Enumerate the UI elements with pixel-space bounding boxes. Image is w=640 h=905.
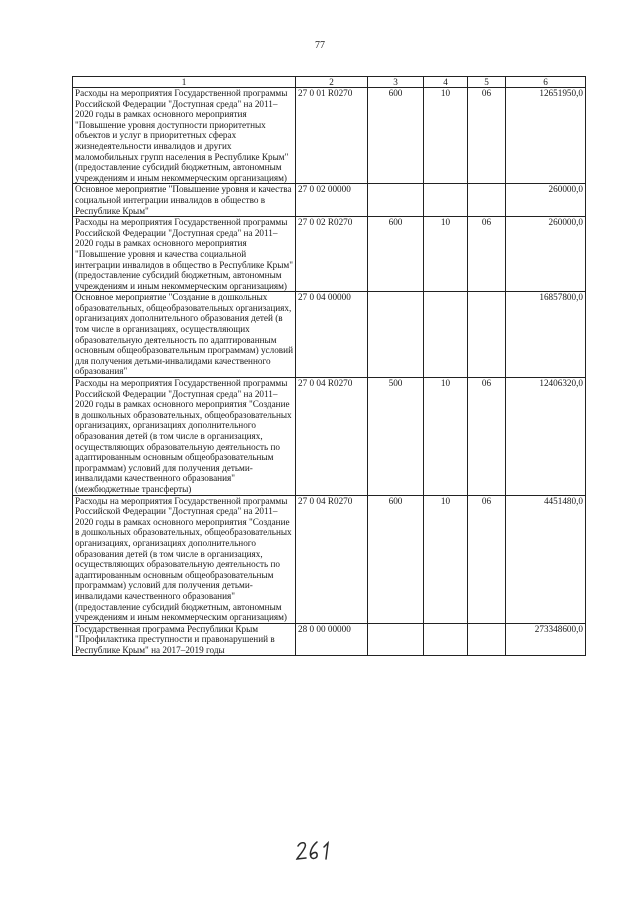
amount: 260000,0 [506, 217, 586, 292]
column-header: 6 [506, 77, 586, 88]
column-header: 2 [296, 77, 368, 88]
expense-type [368, 184, 424, 217]
section-code [424, 184, 468, 217]
subsection-code [468, 184, 506, 217]
amount: 260000,0 [506, 184, 586, 217]
section-code: 10 [424, 378, 468, 496]
table-header-row [73, 77, 586, 88]
subsection-code: 06 [468, 88, 506, 184]
target-code: 28 0 00 00000 [296, 623, 368, 656]
table-row [73, 623, 586, 656]
column-header: 1 [73, 77, 296, 88]
page-number: 77 [315, 40, 325, 51]
budget-table [72, 76, 586, 656]
subsection-code: 06 [468, 495, 506, 623]
target-code: 27 0 02 00000 [296, 184, 368, 217]
expense-type [368, 623, 424, 656]
expense-type: 600 [368, 88, 424, 184]
section-code: 10 [424, 217, 468, 292]
section-code: 10 [424, 495, 468, 623]
section-code: 10 [424, 88, 468, 184]
amount: 12406320,0 [506, 378, 586, 496]
table-row [73, 88, 586, 184]
amount: 4451480,0 [506, 495, 586, 623]
expense-type [368, 292, 424, 378]
column-header: 4 [424, 77, 468, 88]
target-code: 27 0 04 R0270 [296, 378, 368, 496]
expense-name: Основное мероприятие "Создание в дошкольных образовательных, общеобразовательных организациях, организациях дополнительного образования детей (в том числе в организациях, осуществляющих образовательную деятельность по адаптированным основным общеобразовательным программам) условий для получения детьми-инвалидами качественного образования" [73, 292, 296, 378]
expense-name: Расходы на мероприятия Государственной программы Российской Федерации "Доступная среда" на 2011–2020 годы в рамках основного мероприятия "Повышение уровня и качества социальной интеграции инвалидов в общество в Республике Крым" (предоставление субсидий бюджетным, автономным учреждениям и иным некоммерческим организациям) [73, 217, 296, 292]
expense-name: Основное мероприятие "Повышение уровня и качества социальной интеграции инвалидов в общество в Республике Крым" [73, 184, 296, 217]
expense-type: 600 [368, 217, 424, 292]
table-row [73, 378, 586, 496]
subsection-code [468, 623, 506, 656]
amount: 273348600,0 [506, 623, 586, 656]
target-code: 27 0 04 R0270 [296, 495, 368, 623]
expense-name: Государственная программа Республики Крым "Профилактика преступности и правонарушений в Республике Крым" на 2017–2019 годы [73, 623, 296, 656]
amount: 12651950,0 [506, 88, 586, 184]
amount: 16857800,0 [506, 292, 586, 378]
table-row [73, 217, 586, 292]
table-row [73, 184, 586, 217]
column-header: 3 [368, 77, 424, 88]
subsection-code: 06 [468, 378, 506, 496]
subsection-code [468, 292, 506, 378]
expense-name: Расходы на мероприятия Государственной программы Российской Федерации "Доступная среда" на 2011–2020 годы в рамках основного мероприятия "Создание в дошкольных образовательных, общеобразовательных организациях, организациях дополнительного образования детей (в том числе в организациях, осуществляющих образовательную деятельность по адаптированным основным общеобразовательным программам) условий для получения детьми-инвалидами качественного образования" (межбюджетные трансферты) [73, 378, 296, 496]
handwritten-page-mark [295, 838, 335, 862]
section-code [424, 623, 468, 656]
target-code: 27 0 02 R0270 [296, 217, 368, 292]
column-header: 5 [468, 77, 506, 88]
subsection-code: 06 [468, 217, 506, 292]
target-code: 27 0 04 00000 [296, 292, 368, 378]
table-row [73, 495, 586, 623]
target-code: 27 0 01 R0270 [296, 88, 368, 184]
table-row [73, 292, 586, 378]
expense-name: Расходы на мероприятия Государственной программы Российской Федерации "Доступная среда" на 2011–2020 годы в рамках основного мероприятия "Создание в дошкольных образовательных, общеобразовательных организациях, организациях дополнительного образования детей (в том числе в организациях, осуществляющих образовательную деятельность по адаптированным основным общеобразовательным программам) условий для получения детьми-инвалидами качественного образования" (предоставление субсидий бюджетным, автономным учреждениям и иным некоммерческим организациям) [73, 495, 296, 623]
expense-name: Расходы на мероприятия Государственной программы Российской Федерации "Доступная среда" на 2011–2020 годы в рамках основного мероприятия "Повышение уровня доступности приоритетных объектов и услуг в приоритетных сферах жизнедеятельности инвалидов и других маломобильных групп населения в Республике Крым" (предоставление субсидий бюджетным, автономным учреждениям и иным некоммерческим организациям) [73, 88, 296, 184]
expense-type: 500 [368, 378, 424, 496]
expense-type: 600 [368, 495, 424, 623]
section-code [424, 292, 468, 378]
